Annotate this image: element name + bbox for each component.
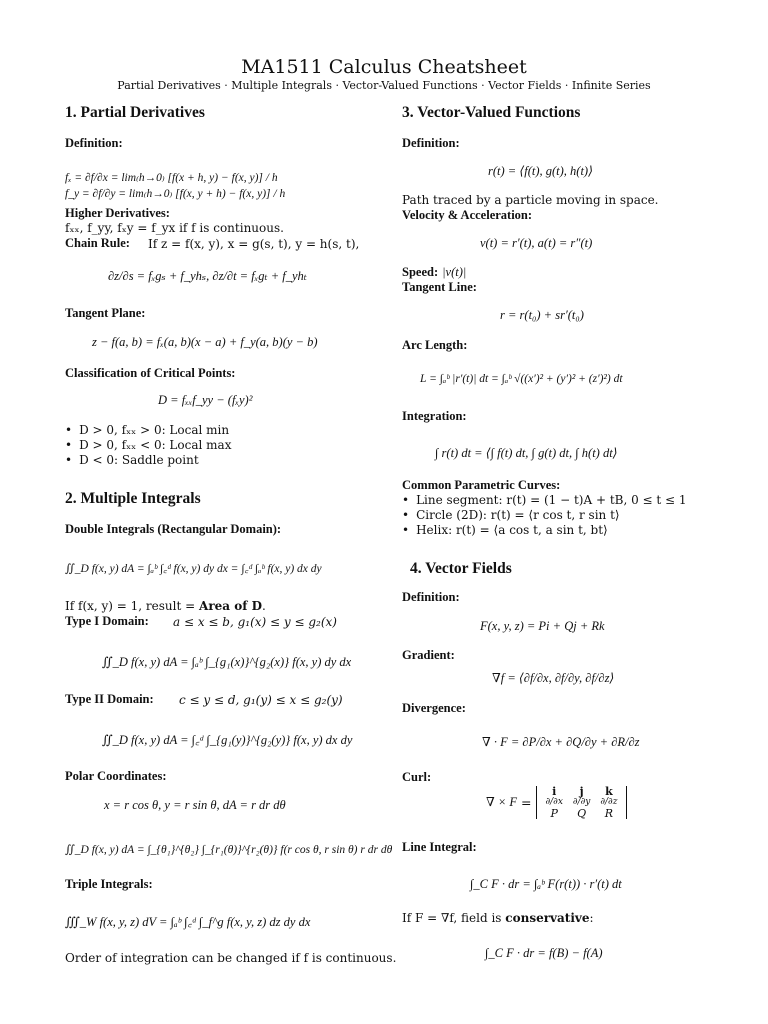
page-title: MA1511 Calculus Cheatsheet bbox=[241, 56, 527, 78]
s3-speed-equation: |v(t)| bbox=[442, 265, 467, 279]
s3-tangent-line-equation: r = r(t₀) + sr′(t₀) bbox=[500, 308, 584, 322]
matrix-cell: P bbox=[550, 807, 558, 820]
s3-arc-label: Arc Length: bbox=[402, 338, 468, 352]
s4-ftc-equation: ∫_C F · dr = f(B) − f(A) bbox=[485, 946, 603, 960]
s2-polar-equation-1: x = r cos θ, y = r sin θ, dA = r dr dθ bbox=[104, 798, 286, 812]
list-item: • Circle (2D): r(t) = ⟨r cos t, r sin t⟩ bbox=[402, 508, 687, 523]
s1-tangent-equation: z − f(a, b) = fₓ(a, b)(x − a) + f_y(a, b)(y − b) bbox=[92, 335, 318, 349]
s4-line-integral-equation: ∫_C F · dr = ∫ₐᵇ F(r(t)) · r′(t) dt bbox=[470, 877, 622, 891]
s1-higher-text: fₓₓ, f_yy, fₓy = f_yx if f is continuous. bbox=[65, 221, 284, 235]
s3-tangent-line-label: Tangent Line: bbox=[402, 280, 477, 294]
s4-definition-label: Definition: bbox=[402, 590, 460, 604]
s2-area-bold: Area of D bbox=[199, 599, 262, 613]
s3-definition-label: Definition: bbox=[402, 136, 460, 150]
s2-type2-label: Type II Domain: bbox=[65, 692, 154, 706]
s2-triple-equation: ∭_W f(x, y, z) dV = ∫ₐᵇ ∫꜀ᵈ ∫_f^g f(x, y, z) dz dy dx bbox=[65, 915, 311, 929]
s3-speed-row bbox=[402, 264, 466, 280]
s1-chain-text: If z = f(x, y), x = g(s, t), y = h(s, t), bbox=[148, 237, 360, 251]
matrix-cell: k bbox=[605, 785, 613, 798]
s2-double-equation: ∬_D f(x, y) dA = ∫ₐᵇ ∫꜀ᵈ f(x, y) dy dx = ∫꜀ᵈ ∫ₐᵇ f(x, y) dx dy bbox=[65, 563, 322, 575]
list-item: • Helix: r(t) = ⟨a cos t, a sin t, bt⟩ bbox=[402, 523, 687, 538]
s4-gradient-equation: ∇f = ⟨∂f/∂x, ∂f/∂y, ∂f/∂z⟩ bbox=[492, 671, 615, 685]
s2-type1-label: Type I Domain: bbox=[65, 614, 149, 628]
s4-conservative-prefix: If F = ∇f, field is bbox=[402, 911, 502, 925]
matrix-cell: j bbox=[579, 785, 584, 798]
matrix-cell: ∂/∂z bbox=[600, 797, 618, 807]
s4-definition-equation: F(x, y, z) = Pi + Qj + Rk bbox=[480, 619, 605, 633]
matrix-cell: ∂/∂y bbox=[572, 797, 591, 807]
s4-gradient-label: Gradient: bbox=[402, 648, 455, 662]
s1-chain-label: Chain Rule: bbox=[65, 236, 130, 250]
s1-classification-label: Classification of Critical Points: bbox=[65, 366, 236, 380]
s4-conservative-text bbox=[402, 911, 594, 925]
section-2-heading: 2. Multiple Integrals bbox=[65, 490, 201, 507]
s3-definition-text: Path traced by a particle moving in space. bbox=[402, 193, 659, 207]
list-item: • D > 0, fₓₓ > 0: Local min bbox=[65, 423, 231, 438]
list-item: • Line segment: r(t) = (1 − t)A + tB, 0 ≤ t ≤ 1 bbox=[402, 493, 687, 508]
section-3-heading: 3. Vector-Valued Functions bbox=[402, 104, 581, 121]
s2-polar-label: Polar Coordinates: bbox=[65, 769, 167, 783]
s4-curl-lhs: ∇ × F bbox=[486, 795, 518, 809]
s3-integration-equation: ∫ r(t) dt = ⟨∫ f(t) dt, ∫ g(t) dt, ∫ h(t) dt⟩ bbox=[435, 446, 618, 460]
s3-definition-equation: r(t) = ⟨f(t), g(t), h(t)⟩ bbox=[488, 164, 593, 178]
s3-integration-label: Integration: bbox=[402, 409, 467, 423]
s1-tangent-label: Tangent Plane: bbox=[65, 306, 146, 320]
s1-critical-point-list bbox=[65, 423, 231, 468]
s4-divergence-label: Divergence: bbox=[402, 701, 466, 715]
list-item: • D < 0: Saddle point bbox=[65, 453, 231, 468]
s1-fy-equation: f_y = ∂f/∂y = lim₍h→0₎ [f(x, y + h) − f(x, y)] / h bbox=[65, 188, 286, 200]
s3-velocity-label: Velocity & Acceleration: bbox=[402, 208, 533, 222]
s2-type1-text: a ≤ x ≤ b, g₁(x) ≤ y ≤ g₂(x) bbox=[173, 615, 337, 629]
s3-curves-list bbox=[402, 493, 687, 538]
s4-curl-equation: ∇ × F = i j k ∂/∂x ∂/∂y ∂/∂z P Q R bbox=[486, 786, 627, 819]
s3-velocity-equation: v(t) = r′(t), a(t) = r″(t) bbox=[480, 236, 593, 250]
s1-definition-label: Definition: bbox=[65, 136, 123, 150]
matrix-cell: R bbox=[604, 807, 614, 820]
s4-divergence-equation: ∇ · F = ∂P/∂x + ∂Q/∂y + ∂R/∂z bbox=[482, 735, 640, 749]
s3-curves-label: Common Parametric Curves: bbox=[402, 478, 561, 492]
s3-arc-equation: L = ∫ₐᵇ |r′(t)| dt = ∫ₐᵇ √((x′)² + (y′)² + (z′)²) dt bbox=[420, 373, 623, 385]
s4-conservative-tail: : bbox=[589, 911, 594, 925]
s4-line-integral-label: Line Integral: bbox=[402, 840, 477, 854]
s2-triple-label: Triple Integrals: bbox=[65, 877, 153, 891]
s2-area-text: If f(x, y) = 1, result = Area of D. bbox=[65, 599, 266, 613]
s1-fx-equation: fₓ = ∂f/∂x = lim₍h→0₎ [f(x + h, y) − f(x, y)] / h bbox=[65, 172, 278, 184]
s3-speed-label: Speed: bbox=[402, 265, 439, 279]
s4-curl-matrix bbox=[536, 786, 628, 819]
s2-polar-equation-2: ∬_D f(x, y) dA = ∫_{θ₁}^{θ₂} ∫_{r₁(θ)}^{r₂(θ)} f(r cos θ, r sin θ) r dr dθ bbox=[65, 844, 393, 856]
matrix-cell: i bbox=[552, 785, 557, 798]
s4-curl-label: Curl: bbox=[402, 770, 432, 784]
s1-chain-equation: ∂z/∂s = fₓgₛ + f_yhₛ, ∂z/∂t = fₓgₜ + f_yhₜ bbox=[108, 269, 307, 283]
page-subtitle: Partial Derivatives · Multiple Integrals · Vector-Valued Functions · Vector Fields · Infinite Series bbox=[117, 79, 651, 92]
s2-type2-text: c ≤ y ≤ d, g₁(y) ≤ x ≤ g₂(y) bbox=[179, 693, 343, 707]
s2-order-text: Order of integration can be changed if f is continuous. bbox=[65, 951, 397, 965]
s2-type2-equation: ∬_D f(x, y) dA = ∫꜀ᵈ ∫_{g₁(y)}^{g₂(y)} f(x, y) dx dy bbox=[102, 733, 353, 747]
s4-conservative-bold: conservative bbox=[505, 911, 590, 925]
matrix-cell: Q bbox=[577, 807, 587, 820]
s2-double-label: Double Integrals (Rectangular Domain): bbox=[65, 522, 282, 536]
section-1-heading: 1. Partial Derivatives bbox=[65, 104, 205, 121]
section-4-heading: 4. Vector Fields bbox=[410, 560, 512, 577]
s1-higher-label: Higher Derivatives: bbox=[65, 206, 170, 220]
s2-type1-equation: ∬_D f(x, y) dA = ∫ₐᵇ ∫_{g₁(x)}^{g₂(x)} f(x, y) dy dx bbox=[102, 655, 352, 669]
s1-classification-equation: D = fₓₓf_yy − (fₓy)² bbox=[158, 393, 253, 407]
s2-area-prefix: If f(x, y) = 1, result = bbox=[65, 599, 196, 613]
list-item: • D > 0, fₓₓ < 0: Local max bbox=[65, 438, 231, 453]
matrix-cell: ∂/∂x bbox=[545, 797, 563, 807]
